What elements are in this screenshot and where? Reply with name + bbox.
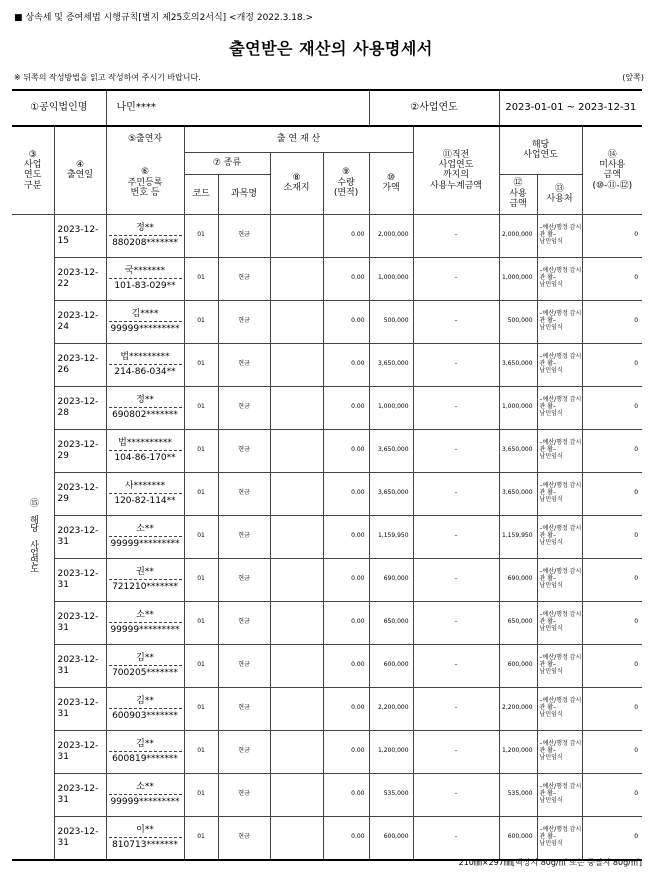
use-place-text: –예산/행정 감시관 활– — [539, 224, 582, 239]
asset-value: 1,159,950 — [369, 515, 413, 558]
asset-location — [270, 257, 323, 300]
use-place — [537, 687, 582, 730]
used-amount: 2,000,000 — [499, 214, 537, 257]
use-place — [537, 773, 582, 816]
table-row — [12, 386, 642, 429]
use-place — [537, 343, 582, 386]
asset-value: 650,000 — [369, 601, 413, 644]
asset-code: 01 — [184, 300, 218, 343]
used-amount: 650,000 — [499, 601, 537, 644]
use-place-text-2: 남민임식 — [539, 495, 563, 503]
donation-date: 2023-12-26 — [54, 343, 106, 386]
use-place — [537, 515, 582, 558]
usage-statement-table — [12, 89, 642, 861]
use-place-text: –예산/행정 감시관 활– — [539, 697, 582, 712]
donor-id: 99999********* — [110, 625, 180, 635]
donor-cell — [106, 429, 184, 472]
donor-name: 이** — [109, 825, 182, 838]
use-place — [537, 386, 582, 429]
asset-subject: 현금 — [218, 429, 270, 472]
donation-date: 2023-12-29 — [54, 429, 106, 472]
donation-date: 2023-12-31 — [54, 773, 106, 816]
use-place-text-2: 남민임식 — [539, 624, 563, 632]
instruction-note: ※ 뒤쪽의 작성방법을 읽고 작성하여 주시기 바랍니다. — [14, 73, 201, 82]
asset-subject: 현금 — [218, 687, 270, 730]
period-label: ②사업연도 — [369, 90, 499, 126]
use-place-text: –예산/행정 감시관 활– — [539, 740, 582, 755]
donor-id: 690802******* — [112, 410, 178, 420]
asset-value: 690,000 — [369, 558, 413, 601]
asset-quantity: 0.00 — [323, 730, 369, 773]
prev-cumulative: – — [413, 601, 499, 644]
donation-date: 2023-12-15 — [54, 214, 106, 257]
use-place-text-2: 남민임식 — [539, 237, 563, 245]
table-row — [12, 730, 642, 773]
use-place-text: –예산/행정 감시관 활– — [539, 826, 582, 841]
use-place — [537, 214, 582, 257]
used-amount: 1,200,000 — [499, 730, 537, 773]
asset-location — [270, 601, 323, 644]
asset-subject: 현금 — [218, 558, 270, 601]
asset-code: 01 — [184, 257, 218, 300]
asset-location — [270, 816, 323, 860]
asset-code: 01 — [184, 214, 218, 257]
used-amount: 500,000 — [499, 300, 537, 343]
asset-subject: 현금 — [218, 773, 270, 816]
donor-id: 99999********* — [110, 539, 180, 549]
unused-amount: 0 — [582, 687, 642, 730]
donor-cell — [106, 644, 184, 687]
donor-name: 김**** — [109, 309, 182, 322]
asset-location — [270, 472, 323, 515]
used-amount: 600,000 — [499, 644, 537, 687]
used-amount: 3,650,000 — [499, 429, 537, 472]
asset-quantity: 0.00 — [323, 773, 369, 816]
asset-subject: 현금 — [218, 644, 270, 687]
prev-cumulative: – — [413, 472, 499, 515]
use-place-text-2: 남민임식 — [539, 409, 563, 417]
donation-date: 2023-12-31 — [54, 816, 106, 860]
asset-code: 01 — [184, 773, 218, 816]
use-place-text: –예산/행정 감시관 활– — [539, 353, 582, 368]
page-title: 출연받은 재산의 사용명세서 — [229, 39, 433, 58]
asset-location — [270, 644, 323, 687]
unused-amount: 0 — [582, 343, 642, 386]
donor-cell — [106, 816, 184, 860]
table-row — [12, 515, 642, 558]
asset-value: 1,200,000 — [369, 730, 413, 773]
unused-amount: 0 — [582, 386, 642, 429]
table-row — [12, 687, 642, 730]
use-place-text-2: 남민임식 — [539, 323, 563, 331]
asset-location — [270, 730, 323, 773]
used-amount: 690,000 — [499, 558, 537, 601]
donor-id: 99999********* — [110, 324, 180, 334]
unused-amount: 0 — [582, 300, 642, 343]
asset-value: 1,000,000 — [369, 386, 413, 429]
asset-quantity: 0.00 — [323, 429, 369, 472]
donor-id: 880208******* — [112, 238, 178, 248]
use-place — [537, 601, 582, 644]
asset-location — [270, 558, 323, 601]
unused-amount: 0 — [582, 558, 642, 601]
col-location: ⑧ 소재지 — [270, 152, 323, 214]
asset-code: 01 — [184, 515, 218, 558]
table-row — [12, 472, 642, 515]
asset-code: 01 — [184, 472, 218, 515]
donor-cell — [106, 386, 184, 429]
donation-date: 2023-12-22 — [54, 257, 106, 300]
use-place-text: –예산/행정 감시관 활– — [539, 396, 582, 411]
col-year-group: 해당 사업연도 — [499, 126, 582, 174]
asset-subject: 현금 — [218, 515, 270, 558]
year-division-cell: ⑮ 해당 사업연도 — [12, 214, 54, 860]
prev-cumulative: – — [413, 257, 499, 300]
donor-name: 사******* — [109, 481, 182, 494]
asset-subject: 현금 — [218, 386, 270, 429]
col-code: 코드 — [184, 174, 218, 214]
prev-cumulative: – — [413, 773, 499, 816]
table-row — [12, 558, 642, 601]
asset-location — [270, 515, 323, 558]
asset-quantity: 0.00 — [323, 515, 369, 558]
asset-quantity: 0.00 — [323, 558, 369, 601]
donation-date: 2023-12-31 — [54, 515, 106, 558]
col-use-place: ⑬ 사용처 — [537, 174, 582, 214]
unused-amount: 0 — [582, 472, 642, 515]
asset-code: 01 — [184, 730, 218, 773]
asset-value: 535,000 — [369, 773, 413, 816]
donor-cell — [106, 257, 184, 300]
donation-date: 2023-12-31 — [54, 687, 106, 730]
corp-name-value: 나민**** — [106, 90, 369, 126]
asset-subject: 현금 — [218, 730, 270, 773]
col-used-amount: ⑫ 사용 금액 — [499, 174, 537, 214]
prev-cumulative: – — [413, 386, 499, 429]
donation-date: 2023-12-31 — [54, 730, 106, 773]
use-place-text-2: 남민임식 — [539, 538, 563, 546]
asset-subject: 현금 — [218, 601, 270, 644]
use-place-text-2: 남민임식 — [539, 452, 563, 460]
asset-value: 500,000 — [369, 300, 413, 343]
unused-amount: 0 — [582, 644, 642, 687]
donation-date: 2023-12-31 — [54, 558, 106, 601]
asset-location — [270, 214, 323, 257]
asset-location — [270, 773, 323, 816]
asset-code: 01 — [184, 429, 218, 472]
asset-code: 01 — [184, 601, 218, 644]
donor-name: 소** — [109, 610, 182, 623]
law-reference: ■ 상속세 및 증여세법 시행규칙[별지 제25호의2서식] <개정 2022.3.18.> — [14, 13, 314, 23]
use-place-text: –예산/행정 감시관 활– — [539, 568, 582, 583]
donor-name: 소** — [109, 524, 182, 537]
prev-cumulative: – — [413, 300, 499, 343]
use-place — [537, 472, 582, 515]
prev-cumulative: – — [413, 687, 499, 730]
used-amount: 3,650,000 — [499, 472, 537, 515]
asset-subject: 현금 — [218, 343, 270, 386]
col-id-number: ⑥ 주민등록 번호 등 — [106, 152, 184, 214]
asset-value: 1,000,000 — [369, 257, 413, 300]
col-value: ⑩ 가액 — [369, 152, 413, 214]
asset-subject: 현금 — [218, 816, 270, 860]
col-donation-date: ④ 출연일 — [54, 126, 106, 214]
use-place-text-2: 남민임식 — [539, 753, 563, 761]
use-place — [537, 429, 582, 472]
asset-quantity: 0.00 — [323, 644, 369, 687]
donor-name: 법********** — [109, 438, 182, 451]
corp-name-label: ①공익법인명 — [12, 90, 106, 126]
use-place — [537, 257, 582, 300]
asset-subject: 현금 — [218, 300, 270, 343]
table-row — [12, 816, 642, 860]
unused-amount: 0 — [582, 515, 642, 558]
prev-cumulative: – — [413, 558, 499, 601]
asset-quantity: 0.00 — [323, 687, 369, 730]
donor-name: 소** — [109, 782, 182, 795]
table-row — [12, 257, 642, 300]
prev-cumulative: – — [413, 515, 499, 558]
donor-name: 김** — [109, 696, 182, 709]
donor-cell — [106, 515, 184, 558]
donor-cell — [106, 343, 184, 386]
asset-subject: 현금 — [218, 257, 270, 300]
use-place-text-2: 남민임식 — [539, 280, 563, 288]
prev-cumulative: – — [413, 429, 499, 472]
col-donor: ⑤출연자 — [106, 126, 184, 152]
donor-id: 101-83-029** — [114, 281, 176, 291]
donation-date: 2023-12-28 — [54, 386, 106, 429]
use-place-text: –예산/행정 감시관 활– — [539, 439, 582, 454]
donor-cell — [106, 601, 184, 644]
col-kind-group: ⑦ 종류 — [184, 152, 270, 174]
donation-date: 2023-12-24 — [54, 300, 106, 343]
table-row — [12, 214, 642, 257]
donor-cell — [106, 730, 184, 773]
use-place-text: –예산/행정 감시관 활– — [539, 783, 582, 798]
use-place-text: –예산/행정 감시관 활– — [539, 654, 582, 669]
donor-id: 99999********* — [110, 797, 180, 807]
unused-amount: 0 — [582, 257, 642, 300]
donation-date: 2023-12-31 — [54, 644, 106, 687]
unused-amount: 0 — [582, 429, 642, 472]
use-place — [537, 816, 582, 860]
use-place-text: –예산/행정 감시관 활– — [539, 267, 582, 282]
asset-value: 2,000,000 — [369, 214, 413, 257]
col-asset-group: 출 연 재 산 — [184, 126, 413, 152]
asset-quantity: 0.00 — [323, 214, 369, 257]
asset-code: 01 — [184, 343, 218, 386]
used-amount: 1,000,000 — [499, 386, 537, 429]
col-subject: 과목명 — [218, 174, 270, 214]
asset-quantity: 0.00 — [323, 386, 369, 429]
prev-cumulative: – — [413, 644, 499, 687]
paper-spec: 210㎜×297㎜[백상지 80g/㎡ 또는 중질지 80g/㎡] — [458, 858, 642, 867]
donor-name: 김** — [109, 739, 182, 752]
asset-quantity: 0.00 — [323, 300, 369, 343]
asset-quantity: 0.00 — [323, 343, 369, 386]
asset-value: 3,650,000 — [369, 472, 413, 515]
donation-date: 2023-12-31 — [54, 601, 106, 644]
asset-value: 2,200,000 — [369, 687, 413, 730]
donor-id: 600903******* — [112, 711, 178, 721]
donor-name: 김** — [109, 653, 182, 666]
table-row — [12, 343, 642, 386]
donor-id: 700205******* — [112, 668, 178, 678]
unused-amount: 0 — [582, 773, 642, 816]
use-place-text-2: 남민임식 — [539, 839, 563, 847]
asset-subject: 현금 — [218, 472, 270, 515]
prev-cumulative: – — [413, 816, 499, 860]
donor-id: 600819******* — [112, 754, 178, 764]
asset-quantity: 0.00 — [323, 601, 369, 644]
use-place-text: –예산/행정 감시관 활– — [539, 482, 582, 497]
asset-subject: 현금 — [218, 214, 270, 257]
use-place-text-2: 남민임식 — [539, 710, 563, 718]
asset-code: 01 — [184, 816, 218, 860]
used-amount: 1,000,000 — [499, 257, 537, 300]
donor-name: 정** — [109, 223, 182, 236]
asset-location — [270, 300, 323, 343]
unused-amount: 0 — [582, 214, 642, 257]
table-row — [12, 429, 642, 472]
prev-cumulative: – — [413, 214, 499, 257]
asset-quantity: 0.00 — [323, 816, 369, 860]
asset-location — [270, 429, 323, 472]
used-amount: 600,000 — [499, 816, 537, 860]
col-prev-cumulative: ⑪직전 사업연도 까지의 사용누계금액 — [413, 126, 499, 214]
table-row — [12, 773, 642, 816]
table-row — [12, 300, 642, 343]
col-unused-amount: ⑭ 미사용 금액 (⑩-⑪-⑫) — [582, 126, 642, 214]
used-amount: 535,000 — [499, 773, 537, 816]
asset-code: 01 — [184, 687, 218, 730]
donation-date: 2023-12-29 — [54, 472, 106, 515]
asset-code: 01 — [184, 558, 218, 601]
unused-amount: 0 — [582, 730, 642, 773]
use-place-text-2: 남민임식 — [539, 581, 563, 589]
use-place — [537, 644, 582, 687]
asset-location — [270, 343, 323, 386]
used-amount: 1,159,950 — [499, 515, 537, 558]
asset-value: 600,000 — [369, 816, 413, 860]
use-place-text: –예산/행정 감시관 활– — [539, 525, 582, 540]
donor-cell — [106, 773, 184, 816]
asset-value: 3,650,000 — [369, 429, 413, 472]
donor-id: 120-82-114** — [114, 496, 176, 506]
col-quantity: ⑨ 수량 (면적) — [323, 152, 369, 214]
asset-value: 600,000 — [369, 644, 413, 687]
asset-quantity: 0.00 — [323, 472, 369, 515]
donor-id: 721210******* — [112, 582, 178, 592]
unused-amount: 0 — [582, 816, 642, 860]
asset-value: 3,650,000 — [369, 343, 413, 386]
donor-cell — [106, 472, 184, 515]
donor-cell — [106, 558, 184, 601]
donor-cell — [106, 687, 184, 730]
page-side-label: (앞쪽) — [622, 73, 644, 82]
donor-name: 권** — [109, 567, 182, 580]
period-value: 2023-01-01 ~ 2023-12-31 — [499, 90, 642, 126]
asset-location — [270, 687, 323, 730]
use-place-text: –예산/행정 감시관 활– — [539, 611, 582, 626]
use-place-text-2: 남민임식 — [539, 667, 563, 675]
use-place-text-2: 남민임식 — [539, 366, 563, 374]
use-place — [537, 730, 582, 773]
donor-name: 정** — [109, 395, 182, 408]
use-place-text: –예산/행정 감시관 활– — [539, 310, 582, 325]
used-amount: 2,200,000 — [499, 687, 537, 730]
asset-code: 01 — [184, 386, 218, 429]
asset-code: 01 — [184, 644, 218, 687]
donor-id: 104-86-170** — [114, 453, 176, 463]
used-amount: 3,650,000 — [499, 343, 537, 386]
table-row — [12, 601, 642, 644]
use-place — [537, 558, 582, 601]
donor-name: 국******* — [109, 266, 182, 279]
col-year-division: ③ 사업 연도 구분 — [12, 126, 54, 214]
donor-id: 214-86-034** — [114, 367, 176, 377]
prev-cumulative: – — [413, 343, 499, 386]
asset-location — [270, 386, 323, 429]
use-place — [537, 300, 582, 343]
donor-cell — [106, 300, 184, 343]
asset-quantity: 0.00 — [323, 257, 369, 300]
donor-id: 810713******* — [112, 840, 178, 850]
prev-cumulative: – — [413, 730, 499, 773]
table-row — [12, 644, 642, 687]
donor-cell — [106, 214, 184, 257]
use-place-text-2: 남민임식 — [539, 796, 563, 804]
donor-name: 법********* — [109, 352, 182, 365]
unused-amount: 0 — [582, 601, 642, 644]
